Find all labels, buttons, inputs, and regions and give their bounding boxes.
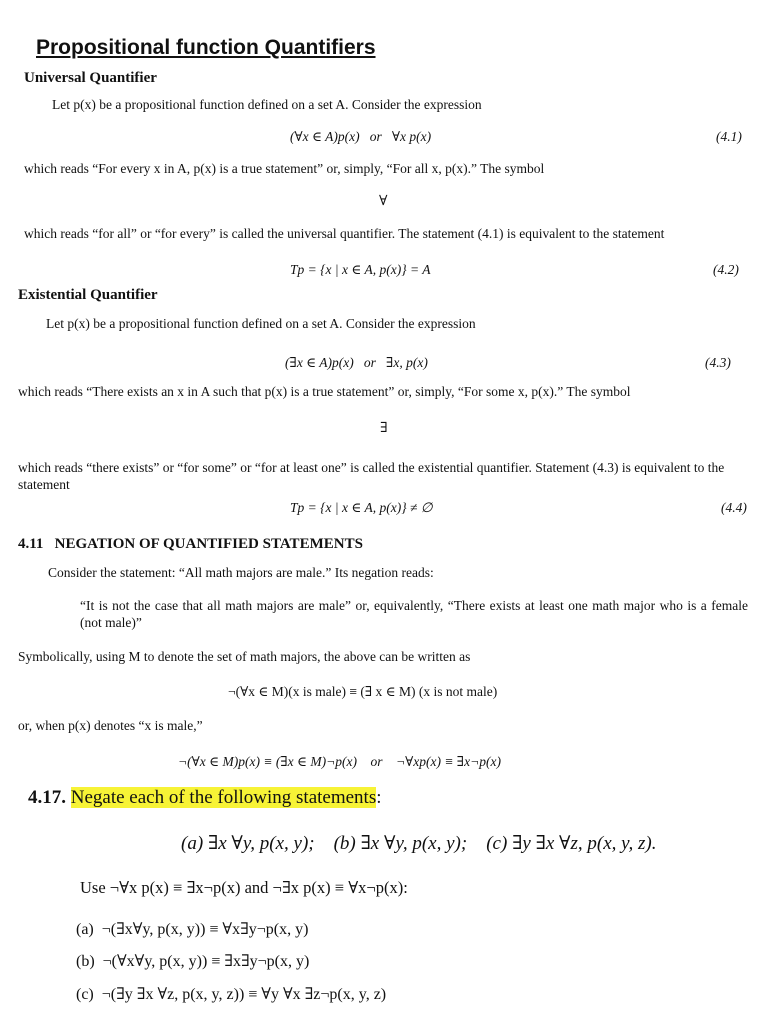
equation-number-4-1: (4.1) [716,129,742,144]
answer-c: (c) ¬(∃y ∃x ∀z, p(x, y, z)) ≡ ∀y ∀x ∃z¬p(x, y, z) [76,986,387,1003]
existential-heading: Existential Quantifier [18,287,158,303]
problem-number: 4.17. [28,787,66,808]
negation-equation-1: ¬(∀x ∈ M)(x is male) ≡ (∃ x ∈ M) (x is not male) [228,684,498,699]
universal-heading: Universal Quantifier [24,70,157,86]
existential-equation-1: (∃x ∈ A)p(x) or ∃x, p(x) [285,355,428,370]
problem-statements: (a) ∃x ∀y, p(x, y); (b) ∃x ∀y, p(x, y); (c) ∃y ∃x ∀z, p(x, y, z). [181,833,657,854]
universal-equation-1: (∀x ∈ A)p(x) or ∀x p(x) [290,129,432,144]
equation-number-4-3: (4.3) [705,355,731,370]
existential-quantifier-symbol: ∃ [380,421,388,436]
section-heading-4-11: 4.11 NEGATION OF QUANTIFIED STATEMENTS [18,536,363,552]
universal-intro: Let p(x) be a propositional function defined on a set A. Consider the expression [52,97,482,112]
problem-colon: : [376,787,382,808]
existential-intro: Let p(x) be a propositional function defined on a set A. Consider the expression [46,316,476,331]
universal-equation-2: Tp = {x | x ∈ A, p(x)} = A [290,262,431,277]
problem-use-rule: Use ¬∀x p(x) ≡ ∃x¬p(x) and ¬∃x p(x) ≡ ∀x¬p(x): [80,878,408,897]
negation-quote: “It is not the case that all math majors are male” or, equivalently, “There exists at least one math major who is a female (not male)” [80,598,748,630]
existential-called: which reads “there exists” or “for some” or “for at least one” is called the existential quantifier. Statement (4.3) is equivalent to the statement [18,460,725,492]
equation-number-4-4: (4.4) [721,500,747,515]
page-title: Propositional function Quantifiers [36,36,376,59]
answer-b: (b) ¬(∀x∀y, p(x, y)) ≡ ∃x∃y¬p(x, y) [76,953,310,970]
problem-prompt: Negate each of the following statements [70,787,377,808]
negation-when: or, when p(x) denotes “x is male,” [18,718,203,733]
negation-symbolically: Symbolically, using M to denote the set of math majors, the above can be written as [18,649,471,664]
negation-consider: Consider the statement: “All math majors are male.” Its negation reads: [48,565,434,580]
equation-number-4-2: (4.2) [713,262,739,277]
existential-equation-2: Tp = {x | x ∈ A, p(x)} ≠ ∅ [290,500,433,515]
answer-a: (a) ¬(∃x∀y, p(x, y)) ≡ ∀x∃y¬p(x, y) [76,921,309,938]
universal-called: which reads “for all” or “for every” is called the universal quantifier. The statement (4.1) is equivalent to the statement [24,226,665,241]
existential-reads: which reads “There exists an x in A such that p(x) is a true statement” or, simply, “For some x, p(x).” The symbol [18,384,631,399]
negation-equation-2: ¬(∀x ∈ M)p(x) ≡ (∃x ∈ M)¬p(x) or ¬∀xp(x) ≡ ∃x¬p(x) [178,754,501,769]
universal-reads: which reads “For every x in A, p(x) is a true statement” or, simply, “For all x, p(x).” The symbol [24,161,545,176]
universal-quantifier-symbol: ∀ [379,194,388,209]
